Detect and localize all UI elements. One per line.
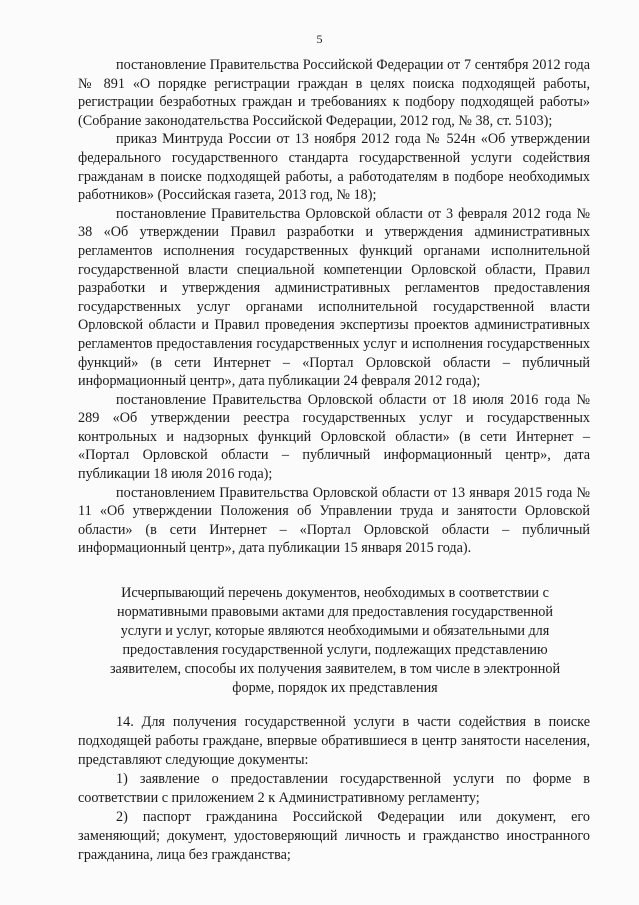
page-number: 5 [316,32,323,46]
list-item: 1) заявление о предоставлении государственной услуги по форме в соответствии с приложением 2 к Административному регламенту; [78,771,590,806]
paragraph: постановление Правительства Российской Федерации от 7 сентября 2012 года № 891 «О порядке регистрации граждан в целях поиска подходящей работы, регистрации безработных граждан и требованиях к подбору подходящей работы» (Собрание законодательства Российской Федерации, 2012 год, № 38, ст. 5103); [78,57,590,129]
documents-list [78,713,590,865]
paragraph: постановлением Правительства Орловской области от 13 января 2015 года № 11 «Об утверждении Положения об Управлении труда и занятости Орловской области» (в сети Интернет – «Портал Орловской области – публичный информационный центр», дата публикации 15 января 2015 года). [78,484,590,557]
paragraph: постановление Правительства Орловской области от 18 июля 2016 года № 289 «Об утверждении реестра государственных услуг и государственных контрольных и надзорных функций Орловской области» (в сети Интернет – «Портал Орловской области – публичный информационный центр», дата публикации 18 июля 2016 года); [78,391,590,483]
legal-basis-list [78,56,590,558]
paragraph: постановление Правительства Орловской области от 3 февраля 2012 года № 38 «Об утверждении Правил разработки и утверждения административных регламентов исполнения государственных функций органами исполнительной государственной власти специальной компетенции Орловской области, Правил разработки и утверждения административных регламентов предоставления государственных услуг органами исполнительной государственной власти Орловской области и Правил проведения экспертизы проектов административных регламентов предоставления государственных услуг и исполнения государственных функций» (в сети Интернет – «Портал Орловской области – публичный информационный центр», дата публикации 24 февраля 2012 года); [78,205,590,390]
section-heading: Исчерпывающий перечень документов, необходимых в соответствии с нормативными правовыми актами для предоставления государственной услуги и услуг, которые являются необходимыми и обязательными для предоставления государственной услуги, подлежащих представлению заявителем, способы их получения заявителем, в том числе в электронной форме, порядок их представления [109,585,561,696]
paragraph: приказ Минтруда России от 13 ноября 2012 года № 524н «Об утверждении федерального государственного стандарта государственной услуги содействия гражданам в поиске подходящей работы, а работодателям в подборе необходимых работников» (Российская газета, 2013 год, № 18); [78,131,590,204]
clause-14: 14. Для получения государственной услуги в части содействия в поиске подходящей работы граждане, впервые обратившиеся в центр занятости населения, представляют следующие документы: [78,714,590,768]
list-item: 2) паспорт гражданина Российской Федерации или документ, его заменяющий; документ, удостоверяющий личность и гражданство иностранного гражданина, лица без гражданства; [78,809,590,863]
